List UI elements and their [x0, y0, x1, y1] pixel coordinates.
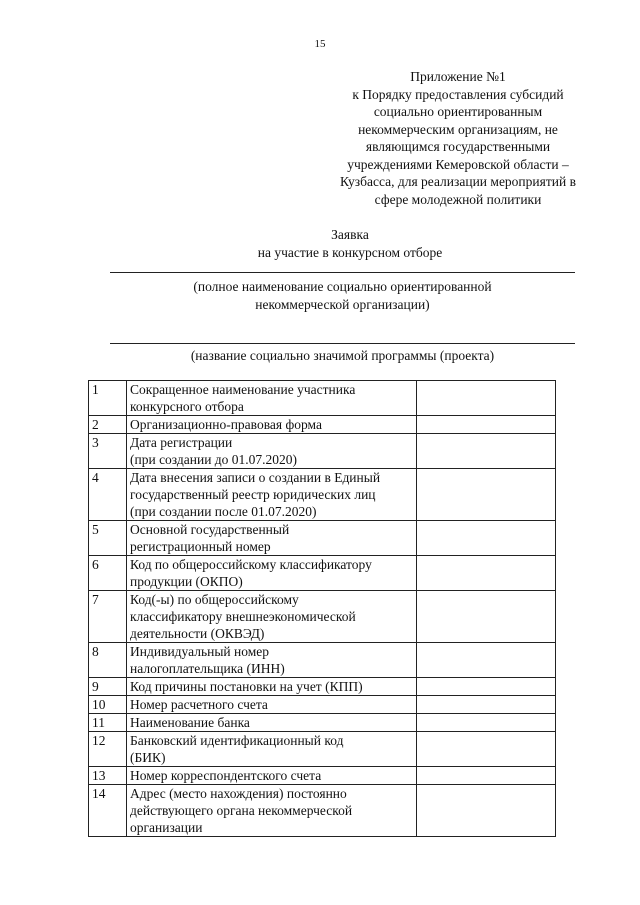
form-row — [89, 732, 556, 767]
row-label-line: Код по общероссийскому классификатору — [130, 557, 372, 572]
row-number: 2 — [89, 416, 127, 434]
row-number: 13 — [89, 767, 127, 785]
row-label-line: государственный реестр юридических лиц — [130, 487, 376, 502]
caption-line: (полное наименование социально ориентированной — [193, 279, 492, 294]
appendix-line: некоммерческим организациям, не — [358, 121, 558, 137]
row-value-cell[interactable] — [417, 696, 556, 714]
row-number: 8 — [89, 643, 127, 678]
form-row — [89, 521, 556, 556]
row-label-line: Код причины постановки на учет (КПП) — [130, 679, 363, 694]
row-label-line: Код(-ы) по общероссийскому — [130, 592, 299, 607]
row-label-line: регистрационный номер — [130, 539, 271, 554]
row-number: 10 — [89, 696, 127, 714]
row-value-cell[interactable] — [417, 434, 556, 469]
row-label-line: Наименование банка — [130, 715, 250, 730]
row-label-line: конкурсного отбора — [130, 399, 244, 414]
row-label — [127, 643, 417, 678]
form-row — [89, 381, 556, 416]
appendix-line: учреждениями Кемеровской области – — [347, 156, 569, 172]
row-label — [127, 696, 417, 714]
row-label-line: Номер расчетного счета — [130, 697, 268, 712]
appendix-line: к Порядку предоставления субсидий — [352, 86, 564, 102]
appendix-line: сфере молодежной политики — [374, 191, 542, 207]
row-number: 14 — [89, 785, 127, 837]
row-label-line: деятельности (ОКВЭД) — [130, 626, 265, 641]
form-row — [89, 434, 556, 469]
row-label — [127, 732, 417, 767]
row-label-line: Номер корреспондентского счета — [130, 768, 322, 783]
form-row — [89, 469, 556, 521]
title-line: на участие в конкурсном отборе — [257, 245, 443, 260]
row-value-cell[interactable] — [417, 785, 556, 837]
form-row — [89, 678, 556, 696]
application-form-table — [88, 380, 556, 837]
appendix-line: Приложение №1 — [410, 69, 506, 84]
row-label-line: Дата внесения записи о создании в Единый — [130, 470, 381, 485]
form-row — [89, 643, 556, 678]
row-value-cell[interactable] — [417, 767, 556, 785]
row-label-line: Сокращенное наименование участника — [130, 382, 356, 397]
org-name-caption — [110, 278, 575, 313]
row-label-line: организации — [130, 820, 203, 835]
row-label-line: продукции (ОКПО) — [130, 574, 243, 589]
form-row — [89, 696, 556, 714]
row-number: 6 — [89, 556, 127, 591]
row-label-line: (при создании до 01.07.2020) — [130, 452, 298, 467]
document-title — [150, 226, 550, 262]
caption-line: некоммерческой организации) — [255, 296, 430, 312]
form-row — [89, 785, 556, 837]
form-row — [89, 767, 556, 785]
row-label — [127, 416, 417, 434]
row-value-cell[interactable] — [417, 678, 556, 696]
row-label-line: Банковский идентификационный код — [130, 733, 344, 748]
title-line: Заявка — [331, 227, 369, 242]
row-value-cell[interactable] — [417, 714, 556, 732]
row-label — [127, 521, 417, 556]
form-row — [89, 714, 556, 732]
row-label — [127, 678, 417, 696]
appendix-line: социально ориентированным — [373, 104, 543, 119]
row-number: 11 — [89, 714, 127, 732]
row-label-line: Дата регистрации — [130, 435, 233, 450]
row-number: 12 — [89, 732, 127, 767]
row-number: 7 — [89, 591, 127, 643]
form-row — [89, 556, 556, 591]
row-label-line: Адрес (место нахождения) постоянно — [130, 786, 347, 801]
appendix-line: являющимся государственными — [365, 139, 551, 154]
row-value-cell[interactable] — [417, 381, 556, 416]
org-name-line — [110, 272, 575, 273]
row-value-cell[interactable] — [417, 643, 556, 678]
row-label — [127, 785, 417, 837]
program-name-caption: (название социально значимой программы (проекта) — [190, 348, 495, 363]
row-label-line: Индивидуальный номер — [130, 644, 270, 659]
row-number: 9 — [89, 678, 127, 696]
row-value-cell[interactable] — [417, 591, 556, 643]
row-label-line: Основной государственный — [130, 522, 290, 537]
row-number: 5 — [89, 521, 127, 556]
row-number: 4 — [89, 469, 127, 521]
row-number: 3 — [89, 434, 127, 469]
form-row — [89, 416, 556, 434]
row-label-line: Организационно-правовая форма — [130, 417, 322, 432]
row-label — [127, 556, 417, 591]
page-number: 15 — [314, 38, 326, 50]
row-value-cell[interactable] — [417, 556, 556, 591]
row-label — [127, 591, 417, 643]
form-row — [89, 591, 556, 643]
row-value-cell[interactable] — [417, 732, 556, 767]
row-label — [127, 434, 417, 469]
program-name-line — [110, 343, 575, 344]
row-label — [127, 381, 417, 416]
row-label-line: действующего органа некоммерческой — [130, 803, 353, 818]
row-label — [127, 767, 417, 785]
row-label — [127, 469, 417, 521]
row-number: 1 — [89, 381, 127, 416]
row-label-line: (БИК) — [130, 750, 166, 765]
row-value-cell[interactable] — [417, 469, 556, 521]
appendix-line: Кузбасса, для реализации мероприятий в — [340, 174, 576, 189]
row-value-cell[interactable] — [417, 416, 556, 434]
row-label-line: налогоплательщика (ИНН) — [130, 661, 285, 676]
row-label — [127, 714, 417, 732]
row-value-cell[interactable] — [417, 521, 556, 556]
appendix-header — [312, 68, 604, 208]
row-label-line: классификатору внешнеэкономической — [130, 609, 356, 624]
row-label-line: (при создании после 01.07.2020) — [130, 504, 317, 519]
